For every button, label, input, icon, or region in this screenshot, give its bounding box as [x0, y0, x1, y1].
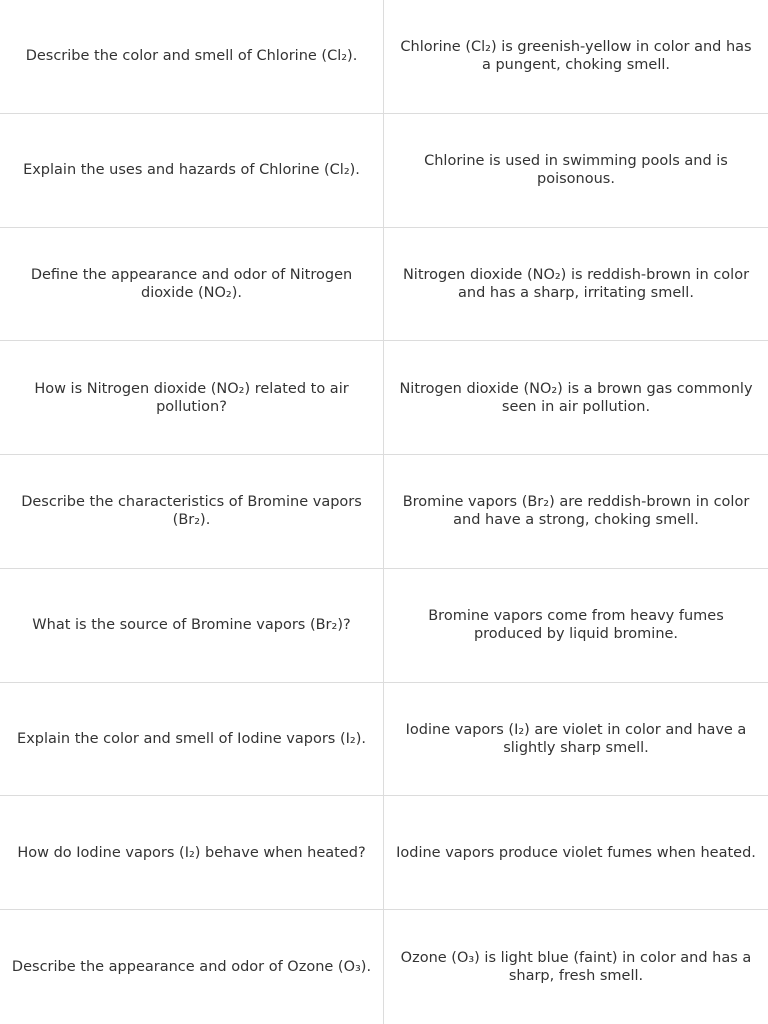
term-cell: [0, 683, 384, 797]
definition-cell: [384, 910, 768, 1024]
definition-cell: [384, 341, 768, 455]
term-text: Describe the appearance and odor of Ozone (O₃).: [11, 959, 372, 976]
term-cell: [0, 910, 384, 1024]
term-cell: [0, 796, 384, 910]
term-cell: [0, 569, 384, 683]
definition-cell: [384, 114, 768, 228]
term-cell: [0, 341, 384, 455]
term-text: Describe the characteristics of Bromine vapors (Br₂).: [21, 494, 362, 529]
definition-cell: [384, 455, 768, 569]
definition-cell: [384, 569, 768, 683]
definition-cell: [384, 796, 768, 910]
term-text: How do Iodine vapors (I₂) behave when heated?: [17, 844, 366, 861]
definition-cell: [384, 228, 768, 342]
definition-text: Bromine vapors (Br₂) are reddish-brown in color and have a strong, choking smell.: [402, 494, 750, 529]
definition-cell: [384, 683, 768, 797]
term-text: Define the appearance and odor of Nitrogen dioxide (NO₂).: [30, 266, 353, 301]
term-cell: [0, 228, 384, 342]
definition-text: Chlorine (Cl₂) is greenish-yellow in color and has a pungent, choking smell.: [400, 39, 752, 74]
term-text: Explain the uses and hazards of Chlorine (Cl₂).: [23, 162, 360, 179]
term-cell: [0, 114, 384, 228]
definition-text: Iodine vapors produce violet fumes when heated.: [396, 844, 756, 861]
definition-text: Iodine vapors (I₂) are violet in color and have a slightly sharp smell.: [405, 722, 747, 757]
term-text: Explain the color and smell of Iodine vapors (I₂).: [17, 731, 366, 748]
term-text: Describe the color and smell of Chlorine (Cl₂).: [25, 48, 358, 65]
definition-text: Chlorine is used in swimming pools and is poisonous.: [424, 153, 728, 188]
definition-text: Nitrogen dioxide (NO₂) is a brown gas commonly seen in air pollution.: [399, 380, 753, 415]
definition-text: Nitrogen dioxide (NO₂) is reddish-brown in color and has a sharp, irritating smell.: [402, 266, 750, 301]
definition-text: Bromine vapors come from heavy fumes produced by liquid bromine.: [428, 608, 724, 643]
term-cell: [0, 0, 384, 114]
term-text: What is the source of Bromine vapors (Br₂)?: [32, 617, 351, 634]
definition-text: Ozone (O₃) is light blue (faint) in color and has a sharp, fresh smell.: [400, 950, 752, 985]
definition-cell: [384, 0, 768, 114]
term-text: How is Nitrogen dioxide (NO₂) related to air pollution?: [34, 380, 349, 415]
term-cell: [0, 455, 384, 569]
